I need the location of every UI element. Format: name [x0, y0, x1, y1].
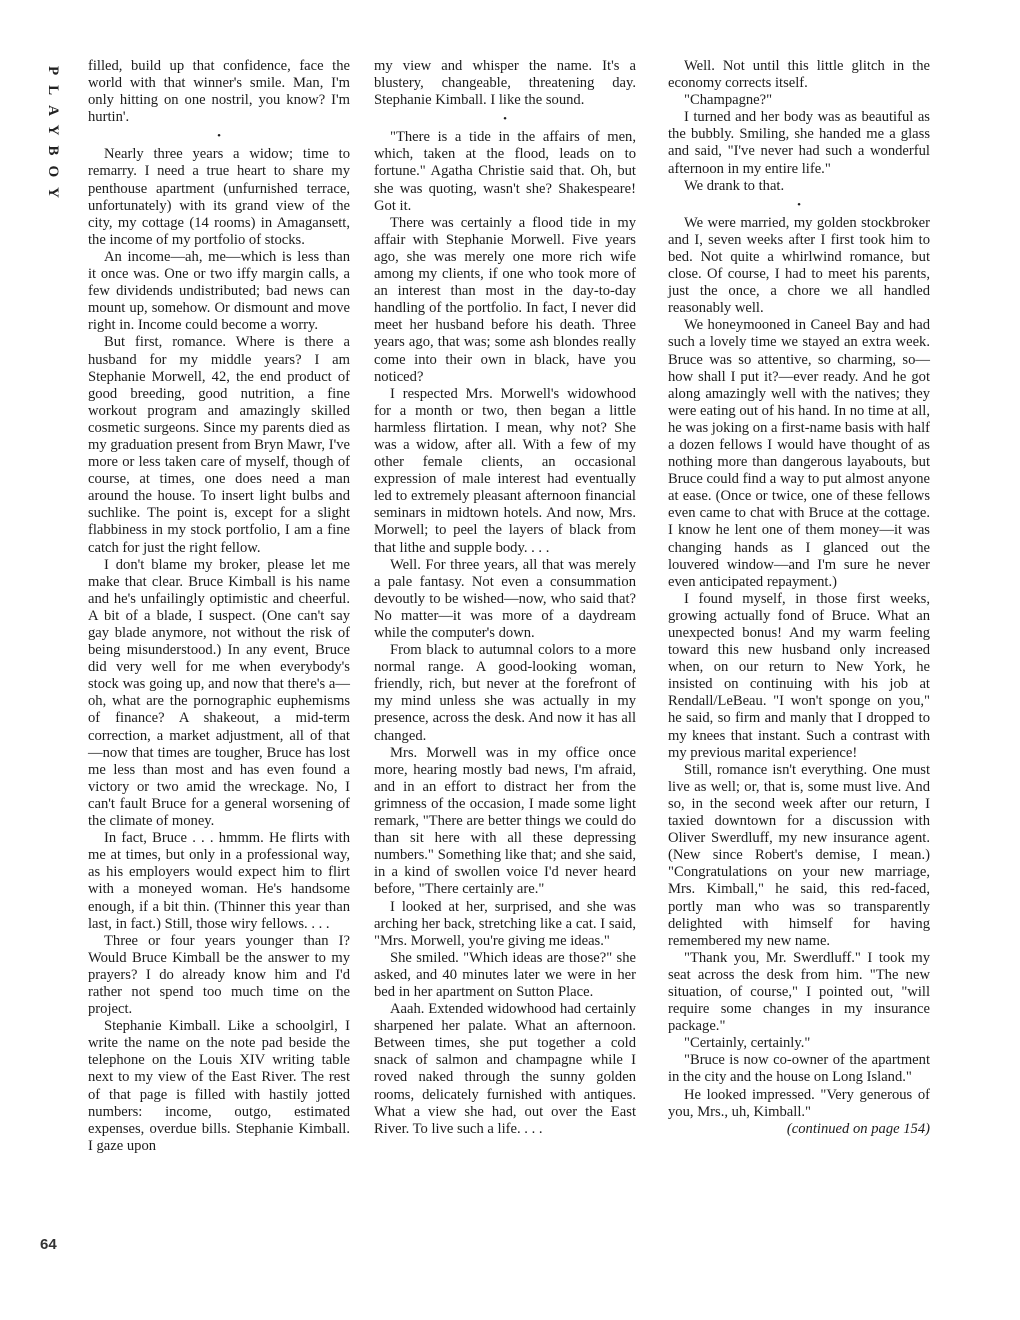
- paragraph: I looked at her, surprised, and she was arching her back, stretching like a cat. I said, "Mrs. Morwell, you're giving me ideas.": [374, 898, 636, 949]
- paragraph: Nearly three years a widow; time to remarry. I need a true heart to share my penthouse apartment (unfurnished terrace, unfortunately) with its grand view of the city, my cottage (14 rooms) in Amagansett, the income of my portfolio of stocks.: [88, 146, 350, 248]
- paragraph: I turned and her body was as beautiful as the bubbly. Smiling, she handed me a glass and said, "I've never had such a wonderful afternoon in my entire life.": [668, 109, 930, 177]
- paragraph: An income—ah, me—which is less than it once was. One or two iffy margin calls, a few dividends undistributed; bad news can mount up, somehow. Or dismount and move right in. Income could become a worry.: [88, 248, 350, 334]
- paragraph: We were married, my golden stockbroker and I, seven weeks after I first took him to bed. Not quite a whirlwind romance, but close. Of course, I had to meet his parents, just the once, a chore we all handled reasonably well.: [668, 214, 930, 317]
- section-break-dot: •: [797, 198, 801, 211]
- paragraph: She smiled. "Which ideas are those?" she asked, and 40 minutes later we were in her bed in her apartment on Sutton Place.: [374, 949, 636, 1000]
- paragraph: filled, build up that confidence, face the world with that winner's smile. Man, I'm only hitting on one nostril, you know? I'm hurtin'.: [88, 58, 350, 126]
- paragraph: I don't blame my broker, please let me make that clear. Bruce Kimball is his name and he's unfailingly optimistic and cheerful. A bit of a blade, I suspect. (One can't say gay blade anymore, not without the risk of being misunderstood.) In any event, Bruce did very well for me when everybody's stock was going up, and now that there's a—oh, what are the pornographic euphemisms of finance? A shakeout, a mid-term correction, a market adjustment, all of that—now that times are tougher, Bruce has lost me less than most and has even found a victory or two amid the wreckage. No, I can't fault Bruce for a general worsening of the climate of money.: [88, 556, 350, 830]
- paragraph: We honeymooned in Caneel Bay and had such a lovely time we stayed an extra week. Bruce was so attentive, so charming, so—how shall I put it?—ever ready. And he got along amazingly well with the natives; they were eating out of his hand. In no time at all, he was joking on a first-name basis with half a dozen fellows I would have thought of as nothing more than dangerous layabouts, but Bruce could find a way to put almost anyone at ease. (Once or twice, one of these fellows even came to chat with Bruce at the cottage. I know he lent one of them money—it was changing hands as I glanced out the louvered window—and I'm sure he never even anticipated repayment.): [668, 317, 930, 590]
- paragraph: I found myself, in those first weeks, growing actually fond of Bruce. What an unexpected bonus! And my warm feeling toward this new husband only increased when, on our return to New York, he insisted on continuing with his job at Rendall/LeBeau. "I won't sponge on you," he said, so firm and manly that I dropped to my knees that instant. Such a contrast with my previous marital experience!: [668, 590, 930, 761]
- paragraph: In fact, Bruce . . . hmmm. He flirts with me at times, but only in a professional way, as his employers would expect him to flirt with a moneyed woman. He's handsome enough, if a bit thin. (Thinner this year than last, in fact.) Still, those wiry fellows. . . .: [88, 830, 350, 932]
- magazine-name-text: PLAYBOY: [45, 66, 61, 208]
- paragraph: "There is a tide in the affairs of men, which, taken at the flood, leads on to fortune." Agatha Christie said that. Oh, but she was quoting, wasn't she? Shakespeare! Got it.: [374, 129, 636, 214]
- paragraph: Still, romance isn't everything. One must live as well; or, that is, some must live. And so, in the second week after our return, I taxied downtown for a discussion with Oliver Swerdluff, my new insurance agent. (New since Robert's demise, I mean.) "Congratulations on your new marriage, Mrs. Kimball," he said, this red-faced, portly man who was so transparently delighted with himself for having remembered my new name.: [668, 761, 930, 949]
- page-number: 64: [40, 1236, 57, 1253]
- paragraph: We drank to that.: [684, 177, 785, 194]
- paragraph: He looked impressed. "Very generous of you, Mrs., uh, Kimball.": [668, 1086, 930, 1120]
- paragraph: "Certainly, certainly.": [684, 1035, 811, 1052]
- paragraph: I respected Mrs. Morwell's widowhood for a month or two, then began a little harmless flirtation. I mean, why not? She was a widow, after all. With a few of my other female clients, an occasional expression of male interest had eventually led to extremely pleasant afternoon financial seminars in midtown hotels. And now, Mrs. Morwell; to peel the layers of black from that lithe and supple body. . . .: [374, 385, 636, 556]
- section-break-dot: •: [503, 113, 507, 126]
- paragraph: But first, romance. Where is there a husband for my middle years? I am Stephanie Morwell, 42, the end product of good breeding, good nutrition, a fine workout program and amazingly skilled cosmetic surgeons. Since my parents died as my graduation present from Bryn Mawr, I've more or less taken care of myself, though of course, at times, one does need a man around the house. To insert light bulbs and suchlike. The point is, except for a slight flabbiness in my stock portfolio, I am a fine catch for just the right fellow.: [88, 334, 350, 556]
- paragraph: Three or four years younger than I? Would Bruce Kimball be the answer to my prayers? I do already know him and I'd rather not spend too much time on the project.: [88, 932, 350, 1018]
- paragraph: Well. Not until this little glitch in the economy corrects itself.: [668, 58, 930, 92]
- continued-note: (continued on page 154): [786, 1120, 930, 1137]
- section-break-dot: •: [217, 130, 221, 143]
- paragraph: Aaah. Extended widowhood had certainly sharpened her palate. What an afternoon. Between times, she put together a cold snack of salmon and champagne while I roved naked through the sunny golden rooms, delicately furnished with antiques. What a view she had, out over the East River. To live such a life. . . .: [374, 1001, 636, 1137]
- column-3: [668, 58, 930, 1138]
- paragraph: "Champagne?": [684, 92, 773, 109]
- paragraph: my view and whisper the name. It's a blustery, changeable, threatening day. Stephanie Kimball. I like the sound.: [374, 58, 636, 109]
- paragraph: "Bruce is now co-owner of the apartment in the city and the house on Long Island.": [668, 1052, 930, 1086]
- magazine-name-vertical: [34, 58, 64, 318]
- paragraph: Stephanie Kimball. Like a schoolgirl, I write the name on the note pad beside the telephone on the Louis XIV writing table next to my view of the East River. The rest of that page is filled with hastily jotted numbers: income, outgo, estimated expenses, overdue bills. Stephanie Kimball. I gaze upon: [88, 1018, 350, 1154]
- paragraph: There was certainly a flood tide in my affair with Stephanie Morwell. Five years ago, she was merely one more rich wife among my clients, if one who took more of an interest than most in the day-to-day handling of the portfolio. In fact, I never did meet her husband before his death. Three years ago, that was; some ash blondes really come into their own in black, have you noticed?: [374, 214, 636, 385]
- column-1: [88, 58, 350, 1155]
- paragraph: From black to autumnal colors to a more normal range. A good-looking woman, friendly, rich, but never at the forefront of my mind unless she was actually in my presence, across the desk. And now it has all changed.: [374, 642, 636, 744]
- paragraph: Mrs. Morwell was in my office once more, hearing mostly bad news, I'm afraid, and in an effort to distract her from the grimness of the occasion, I made some light remark, "There are better things we could do than sit here with all these depressing numbers." Something like that; and she said, in a kind of swollen voice I'd never heard before, "There certainly are.": [374, 744, 636, 898]
- column-2: [374, 58, 636, 1138]
- paragraph: Well. For three years, all that was merely a pale fantasy. Not even a consummation devoutly to be wished—now, who said that? No matter—it was more of a daydream while the computer's down.: [374, 556, 636, 641]
- paragraph: "Thank you, Mr. Swerdluff." I took my seat across the desk from him. "The new situation, of course," I pointed out, "will require some changes in my insurance package.": [668, 949, 930, 1035]
- magazine-name-logo: [34, 58, 64, 318]
